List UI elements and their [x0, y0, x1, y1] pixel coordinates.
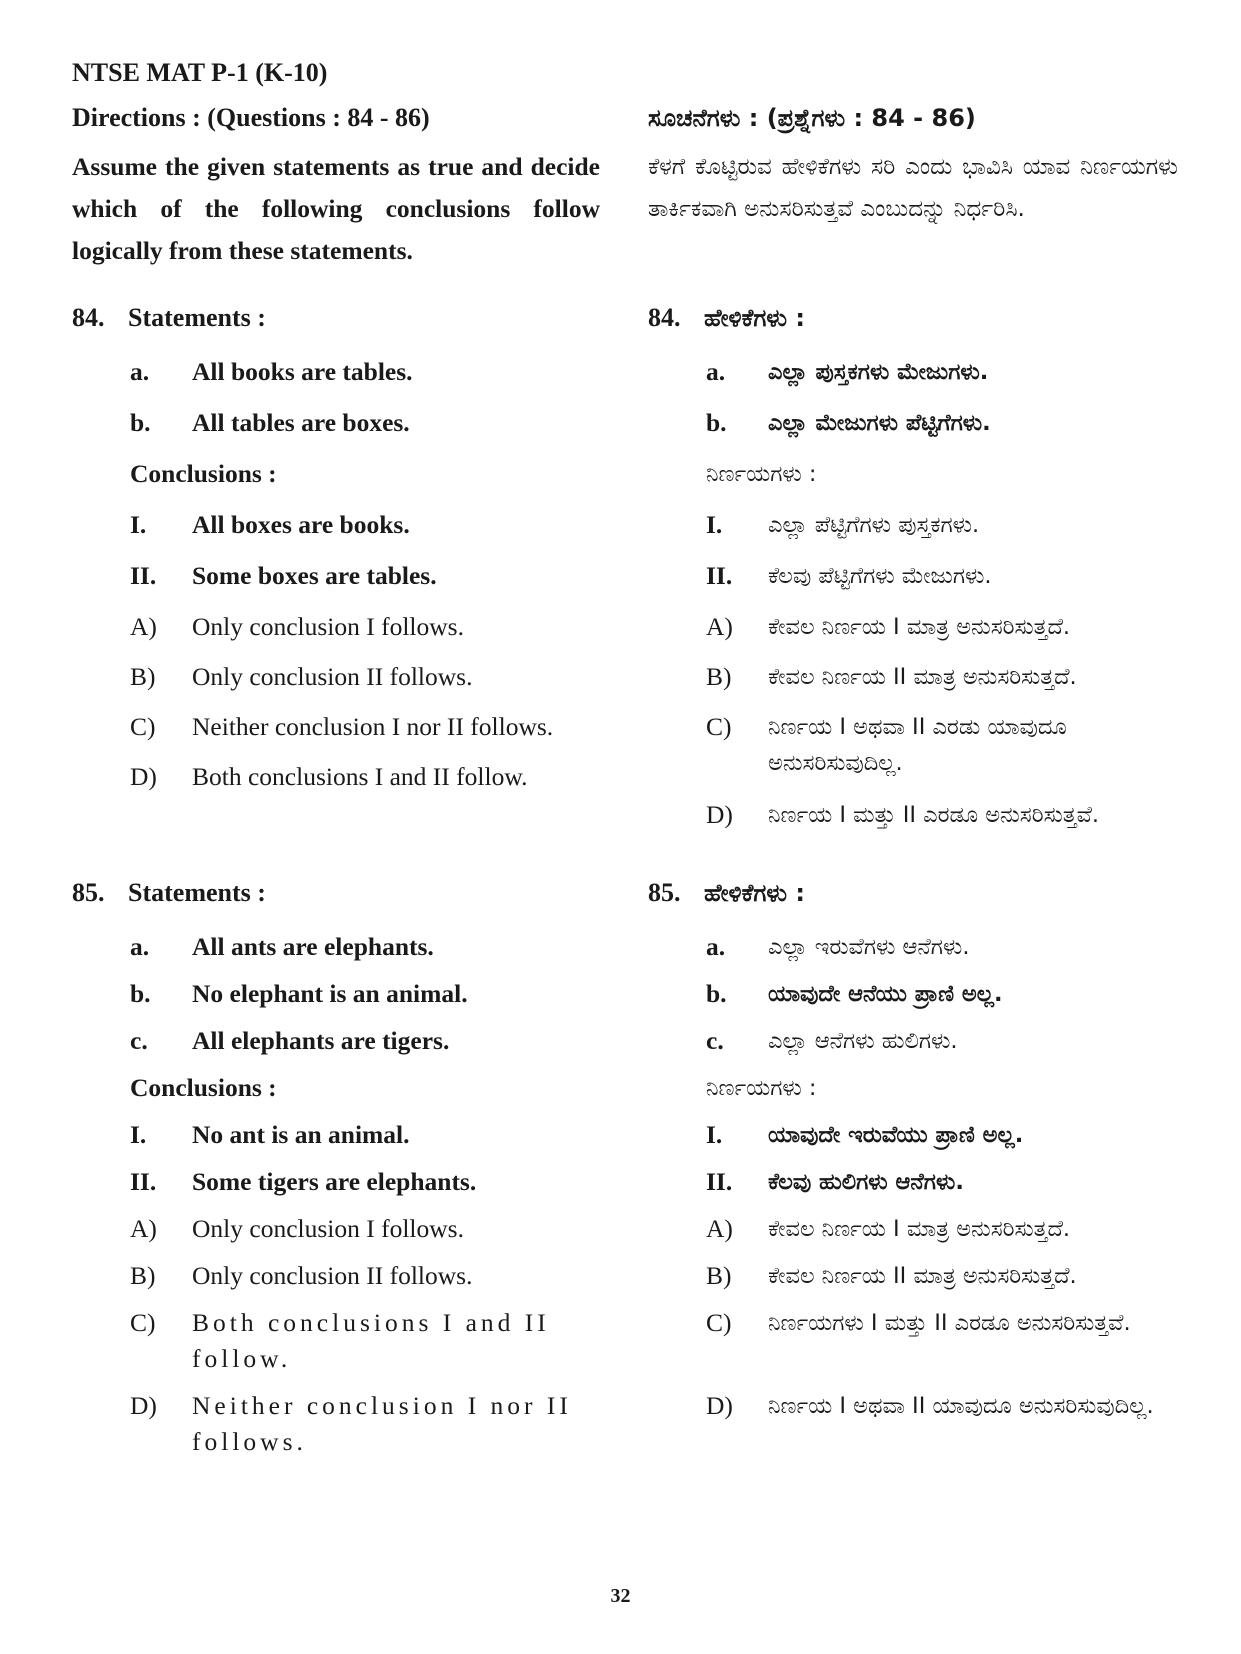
question-header [648, 875, 1178, 929]
conclusions-label: ನಿರ್ಣಯಗಳು : [706, 461, 817, 487]
option-label: C) [130, 1308, 156, 1337]
statement-text: ಯಾವುದೇ ಆನೆಯು ಪ್ರಾಣಿ ಅಲ್ಲ. [768, 981, 1003, 1007]
statement-b [72, 976, 600, 1023]
conclusion-text: All boxes are books. [192, 510, 410, 539]
option-label: A) [130, 1214, 157, 1243]
statements-label: ಹೇಳಿಕೆಗಳು : [704, 304, 805, 332]
option-label: D) [130, 1391, 157, 1420]
option-label: B) [706, 1261, 732, 1290]
option-d[interactable] [648, 1388, 1178, 1438]
statement-text: ಎಲ್ಲಾ ಪುಸ್ತಕಗಳು ಮೇಜುಗಳು. [768, 359, 989, 385]
page-number: 32 [610, 1585, 631, 1607]
conclusion-1 [648, 1117, 1178, 1164]
statement-label: a. [706, 357, 726, 386]
statement-c [648, 1023, 1178, 1070]
question-header [648, 300, 1178, 354]
directions-text: Assume the given statements as true and decide which of the following conclusions follow logically from these statements. [72, 152, 600, 265]
statement-label: b. [130, 408, 151, 437]
option-d[interactable] [648, 797, 1178, 847]
statement-label: a. [130, 932, 150, 961]
option-a[interactable] [72, 609, 600, 659]
option-text: ಕೇವಲ ನಿರ್ಣಯ I ಮಾತ್ರ ಅನುಸರಿಸುತ್ತದೆ. [768, 1216, 1071, 1242]
option-a[interactable] [648, 609, 1178, 659]
option-text: ನಿರ್ಣಯ I ಅಥವಾ II ಎರಡು ಯಾವುದೂ ಅನುಸರಿಸುವುದಿಲ್ಲ. [768, 714, 1067, 776]
statement-b [72, 405, 600, 456]
statements-label: Statements : [128, 878, 266, 907]
conclusion-1 [72, 1117, 600, 1164]
question-number: 85. [648, 878, 681, 907]
option-label: C) [130, 712, 156, 741]
statement-text: No elephant is an animal. [192, 979, 468, 1008]
statement-b [648, 405, 1178, 456]
question-number: 84. [648, 303, 681, 332]
conclusion-text: ಕೆಲವು ಹುಲಿಗಳು ಆನೆಗಳು. [768, 1169, 964, 1195]
option-label: A) [706, 612, 733, 641]
option-b[interactable] [648, 1258, 1178, 1305]
statement-a [72, 354, 600, 405]
statement-a [648, 354, 1178, 405]
conclusion-label: II. [130, 1167, 157, 1196]
conclusion-2 [72, 558, 600, 609]
question-number: 85. [72, 878, 105, 907]
option-label: B) [706, 662, 732, 691]
option-b[interactable] [72, 659, 600, 709]
conclusion-1 [648, 507, 1178, 558]
statement-label: b. [130, 979, 151, 1008]
option-b[interactable] [72, 1258, 600, 1305]
option-d[interactable] [72, 759, 600, 809]
option-text: Only conclusion II follows. [192, 1261, 473, 1290]
option-label: D) [706, 800, 733, 829]
statement-a [648, 929, 1178, 976]
conclusion-text: No ant is an animal. [192, 1120, 410, 1149]
statement-label: a. [706, 932, 726, 961]
conclusion-label: I. [706, 1120, 723, 1149]
page-header-title: NTSE MAT P-1 (K-10) [72, 58, 328, 87]
statement-b [648, 976, 1178, 1023]
option-c[interactable] [72, 1305, 600, 1388]
option-b[interactable] [648, 659, 1178, 709]
conclusion-label: II. [130, 561, 157, 590]
statement-label: c. [130, 1026, 148, 1055]
conclusion-text: ಎಲ್ಲಾ ಪೆಟ್ಟಿಗೆಗಳು ಪುಸ್ತಕಗಳು. [768, 512, 980, 538]
statement-text: ಎಲ್ಲಾ ಆನೆಗಳು ಹುಲಿಗಳು. [768, 1028, 958, 1054]
statement-c [72, 1023, 600, 1070]
option-c[interactable] [72, 709, 600, 759]
statement-text: ಎಲ್ಲಾ ಇರುವೆಗಳು ಆನೆಗಳು. [768, 934, 970, 960]
option-a[interactable] [648, 1211, 1178, 1258]
option-text: Only conclusion II follows. [192, 662, 473, 691]
option-text: ಕೇವಲ ನಿರ್ಣಯ II ಮಾತ್ರ ಅನುಸರಿಸುತ್ತದೆ. [768, 1263, 1077, 1289]
question-84 [648, 300, 1178, 847]
option-label: B) [130, 1261, 156, 1290]
option-a[interactable] [72, 1211, 600, 1258]
conclusions-label: Conclusions : [130, 1073, 277, 1102]
option-c[interactable] [648, 1305, 1178, 1388]
question-number: 84. [72, 303, 105, 332]
conclusion-text: Some boxes are tables. [192, 561, 437, 590]
option-label: D) [130, 762, 157, 791]
option-text: Only conclusion I follows. [192, 612, 464, 641]
conclusion-2 [648, 1164, 1178, 1211]
option-text: Both conclusions I and II follow. [192, 762, 528, 791]
question-header [72, 300, 600, 354]
conclusion-label: I. [706, 510, 723, 539]
question-84 [72, 300, 600, 809]
conclusion-label: II. [706, 1167, 733, 1196]
statement-text: All elephants are tigers. [192, 1026, 450, 1055]
conclusion-text: ಕೆಲವು ಪೆಟ್ಟಿಗೆಗಳು ಮೇಜುಗಳು. [768, 563, 992, 589]
statement-label: c. [706, 1026, 724, 1055]
kannada-column [648, 100, 1178, 1420]
question-85 [72, 875, 600, 1460]
option-c[interactable] [648, 709, 1178, 797]
statements-label: Statements : [128, 303, 266, 332]
conclusion-label: I. [130, 510, 147, 539]
statement-label: a. [130, 357, 150, 386]
statement-text: ಎಲ್ಲಾ ಮೇಜುಗಳು ಪೆಟ್ಟಿಗೆಗಳು. [768, 410, 991, 436]
statement-text: All ants are elephants. [192, 932, 434, 961]
option-label: C) [706, 1308, 732, 1337]
conclusion-label: II. [706, 561, 733, 590]
conclusion-2 [648, 558, 1178, 609]
option-text: ಕೇವಲ ನಿರ್ಣಯ II ಮಾತ್ರ ಅನುಸರಿಸುತ್ತದೆ. [768, 664, 1077, 690]
option-text: ನಿರ್ಣಯ I ಮತ್ತು II ಎರಡೂ ಅನುಸರಿಸುತ್ತವೆ. [768, 802, 1100, 828]
option-text: Both conclusions I and II follow. [192, 1308, 550, 1373]
statement-text: All tables are boxes. [192, 408, 410, 437]
directions-heading: ಸೂಚನೆಗಳು : (ಪ್ರಶ್ನೆಗಳು : 84 - 86) [648, 104, 976, 132]
directions-text: ಕೆಳಗೆ ಕೊಟ್ಟಿರುವ ಹೇಳಿಕೆಗಳು ಸರಿ ಎಂದು ಭಾವಿಸಿ ಯಾವ ನಿರ್ಣಯಗಳು ತಾರ್ಕಿಕವಾಗಿ ಅನುಸರಿಸುತ್ತವೆ ಎಂಬುದನ್ನು ನಿರ್ಧರಿಸಿ. [648, 154, 1178, 222]
conclusion-label: I. [130, 1120, 147, 1149]
statement-a [72, 929, 600, 976]
directions-heading: Directions : (Questions : 84 - 86) [72, 103, 430, 132]
statement-text: All books are tables. [192, 357, 413, 386]
statements-label: ಹೇಳಿಕೆಗಳು : [704, 879, 805, 907]
option-label: D) [706, 1391, 733, 1420]
question-header [72, 875, 600, 929]
option-text: ನಿರ್ಣಯ I ಅಥವಾ II ಯಾವುದೂ ಅನುಸರಿಸುವುದಿಲ್ಲ. [768, 1393, 1154, 1419]
option-label: A) [706, 1214, 733, 1243]
statement-label: b. [706, 408, 727, 437]
option-label: C) [706, 712, 732, 741]
option-text: Only conclusion I follows. [192, 1214, 464, 1243]
conclusion-text: ಯಾವುದೇ ಇರುವೆಯು ಪ್ರಾಣಿ ಅಲ್ಲ. [768, 1122, 1024, 1148]
english-column [72, 100, 600, 1456]
option-text: Neither conclusion I nor II follows. [192, 1391, 572, 1456]
question-85 [648, 875, 1178, 1438]
statement-label: b. [706, 979, 727, 1008]
option-label: B) [130, 662, 156, 691]
option-label: A) [130, 612, 157, 641]
option-text: Neither conclusion I nor II follows. [192, 712, 554, 741]
conclusion-2 [72, 1164, 600, 1211]
option-text: ಕೇವಲ ನಿರ್ಣಯ I ಮಾತ್ರ ಅನುಸರಿಸುತ್ತದೆ. [768, 614, 1071, 640]
conclusion-1 [72, 507, 600, 558]
option-text: ನಿರ್ಣಯಗಳು I ಮತ್ತು II ಎರಡೂ ಅನುಸರಿಸುತ್ತವೆ. [768, 1310, 1131, 1336]
conclusion-text: Some tigers are elephants. [192, 1167, 477, 1196]
conclusions-label: Conclusions : [130, 459, 277, 488]
option-d[interactable] [72, 1388, 600, 1460]
conclusions-label: ನಿರ್ಣಯಗಳು : [706, 1075, 817, 1101]
